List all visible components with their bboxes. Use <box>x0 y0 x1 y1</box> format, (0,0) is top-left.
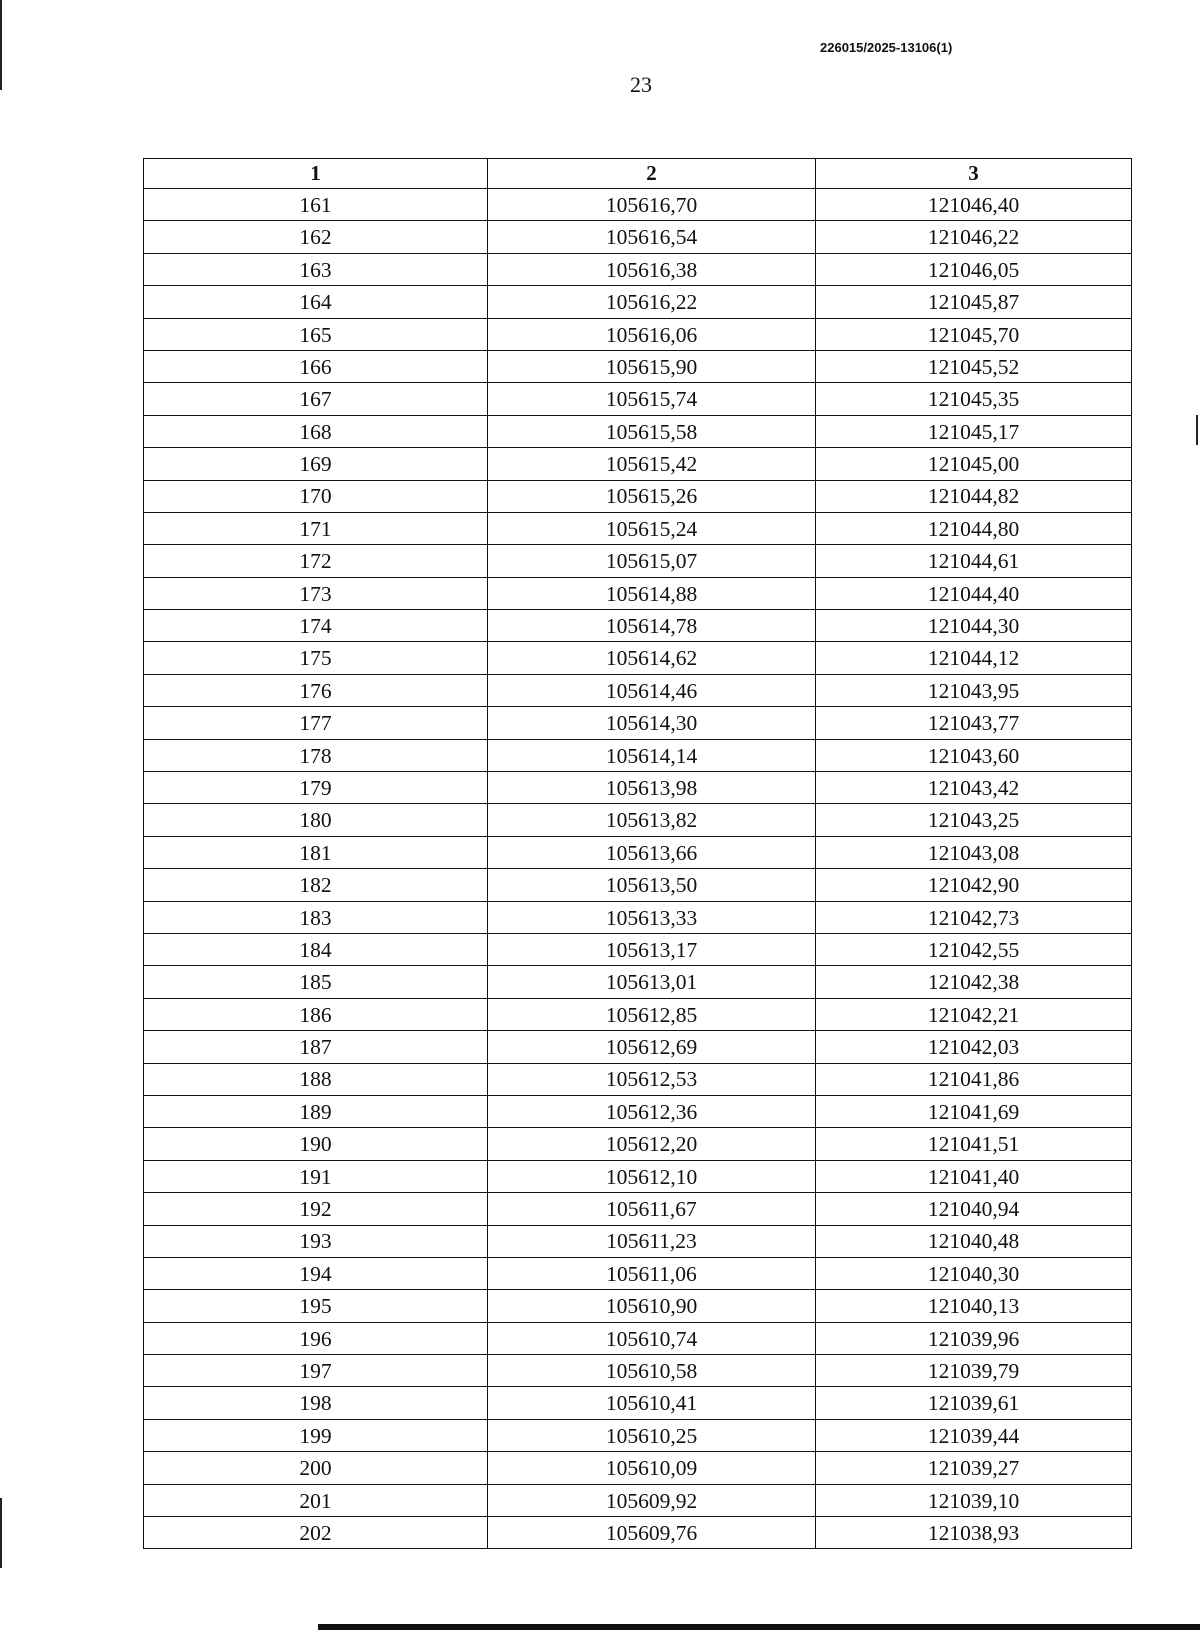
table-row <box>144 674 1132 706</box>
row-number-cell: 165 <box>144 318 488 350</box>
y-coordinate-cell: 121042,21 <box>816 998 1132 1030</box>
y-coordinate-cell: 121042,73 <box>816 901 1132 933</box>
table-row <box>144 707 1132 739</box>
row-number-cell: 163 <box>144 253 488 285</box>
x-coordinate-cell: 105614,62 <box>488 642 816 674</box>
y-coordinate-cell: 121041,51 <box>816 1128 1132 1160</box>
y-coordinate-cell: 121040,48 <box>816 1225 1132 1257</box>
row-number-cell: 174 <box>144 610 488 642</box>
scan-edge-mark <box>0 1498 2 1568</box>
table-row <box>144 286 1132 318</box>
y-coordinate-cell: 121039,79 <box>816 1355 1132 1387</box>
row-number-cell: 172 <box>144 545 488 577</box>
row-number-cell: 167 <box>144 383 488 415</box>
x-coordinate-cell: 105616,06 <box>488 318 816 350</box>
y-coordinate-cell: 121046,40 <box>816 189 1132 221</box>
row-number-cell: 164 <box>144 286 488 318</box>
x-coordinate-cell: 105612,36 <box>488 1095 816 1127</box>
y-coordinate-cell: 121043,60 <box>816 739 1132 771</box>
column-header-1: 1 <box>144 159 488 189</box>
row-number-cell: 190 <box>144 1128 488 1160</box>
row-number-cell: 177 <box>144 707 488 739</box>
x-coordinate-cell: 105614,78 <box>488 610 816 642</box>
table-row <box>144 804 1132 836</box>
table-row <box>144 1387 1132 1419</box>
row-number-cell: 187 <box>144 1031 488 1063</box>
x-coordinate-cell: 105609,92 <box>488 1484 816 1516</box>
table-row <box>144 1063 1132 1095</box>
row-number-cell: 166 <box>144 350 488 382</box>
row-number-cell: 168 <box>144 415 488 447</box>
table-row <box>144 383 1132 415</box>
x-coordinate-cell: 105613,01 <box>488 966 816 998</box>
table-row <box>144 642 1132 674</box>
table-row <box>144 836 1132 868</box>
row-number-cell: 183 <box>144 901 488 933</box>
row-number-cell: 169 <box>144 448 488 480</box>
x-coordinate-cell: 105611,67 <box>488 1193 816 1225</box>
x-coordinate-cell: 105610,09 <box>488 1452 816 1484</box>
table-row <box>144 1257 1132 1289</box>
y-coordinate-cell: 121039,96 <box>816 1322 1132 1354</box>
document-id: 226015/2025-13106(1) <box>820 40 953 55</box>
x-coordinate-cell: 105616,38 <box>488 253 816 285</box>
page-number: 23 <box>630 72 652 97</box>
row-number-cell: 179 <box>144 772 488 804</box>
row-number-cell: 184 <box>144 933 488 965</box>
y-coordinate-cell: 121040,13 <box>816 1290 1132 1322</box>
y-coordinate-cell: 121043,95 <box>816 674 1132 706</box>
table-row <box>144 480 1132 512</box>
row-number-cell: 194 <box>144 1257 488 1289</box>
y-coordinate-cell: 121043,42 <box>816 772 1132 804</box>
table-row <box>144 577 1132 609</box>
x-coordinate-cell: 105614,14 <box>488 739 816 771</box>
y-coordinate-cell: 121041,86 <box>816 1063 1132 1095</box>
row-number-cell: 175 <box>144 642 488 674</box>
x-coordinate-cell: 105613,98 <box>488 772 816 804</box>
x-coordinate-cell: 105616,54 <box>488 221 816 253</box>
x-coordinate-cell: 105615,26 <box>488 480 816 512</box>
x-coordinate-cell: 105616,70 <box>488 189 816 221</box>
y-coordinate-cell: 121041,69 <box>816 1095 1132 1127</box>
x-coordinate-cell: 105615,24 <box>488 512 816 544</box>
table-row <box>144 1095 1132 1127</box>
row-number-cell: 170 <box>144 480 488 512</box>
scan-edge-mark <box>1196 415 1198 445</box>
table-row <box>144 933 1132 965</box>
table-row <box>144 318 1132 350</box>
y-coordinate-cell: 121042,03 <box>816 1031 1132 1063</box>
column-header-3: 3 <box>816 159 1132 189</box>
x-coordinate-cell: 105610,41 <box>488 1387 816 1419</box>
x-coordinate-cell: 105615,58 <box>488 415 816 447</box>
coordinates-table <box>143 158 1132 1549</box>
row-number-cell: 191 <box>144 1160 488 1192</box>
row-number-cell: 199 <box>144 1419 488 1451</box>
row-number-cell: 202 <box>144 1517 488 1549</box>
table-row <box>144 1517 1132 1549</box>
table-row <box>144 1225 1132 1257</box>
table-row <box>144 739 1132 771</box>
table-row <box>144 1355 1132 1387</box>
y-coordinate-cell: 121039,27 <box>816 1452 1132 1484</box>
y-coordinate-cell: 121043,77 <box>816 707 1132 739</box>
row-number-cell: 186 <box>144 998 488 1030</box>
table-row <box>144 1128 1132 1160</box>
y-coordinate-cell: 121039,44 <box>816 1419 1132 1451</box>
row-number-cell: 200 <box>144 1452 488 1484</box>
row-number-cell: 185 <box>144 966 488 998</box>
row-number-cell: 196 <box>144 1322 488 1354</box>
row-number-cell: 181 <box>144 836 488 868</box>
x-coordinate-cell: 105614,30 <box>488 707 816 739</box>
x-coordinate-cell: 105614,46 <box>488 674 816 706</box>
y-coordinate-cell: 121044,82 <box>816 480 1132 512</box>
x-coordinate-cell: 105615,42 <box>488 448 816 480</box>
row-number-cell: 182 <box>144 869 488 901</box>
x-coordinate-cell: 105616,22 <box>488 286 816 318</box>
x-coordinate-cell: 105611,06 <box>488 1257 816 1289</box>
y-coordinate-cell: 121041,40 <box>816 1160 1132 1192</box>
x-coordinate-cell: 105612,20 <box>488 1128 816 1160</box>
table-row <box>144 1322 1132 1354</box>
x-coordinate-cell: 105613,66 <box>488 836 816 868</box>
table-row <box>144 189 1132 221</box>
x-coordinate-cell: 105610,74 <box>488 1322 816 1354</box>
table-row <box>144 1484 1132 1516</box>
y-coordinate-cell: 121044,30 <box>816 610 1132 642</box>
y-coordinate-cell: 121038,93 <box>816 1517 1132 1549</box>
y-coordinate-cell: 121040,94 <box>816 1193 1132 1225</box>
x-coordinate-cell: 105615,90 <box>488 350 816 382</box>
x-coordinate-cell: 105609,76 <box>488 1517 816 1549</box>
column-header-2: 2 <box>488 159 816 189</box>
table-row <box>144 1031 1132 1063</box>
table-body <box>144 189 1132 1549</box>
x-coordinate-cell: 105613,33 <box>488 901 816 933</box>
table-row <box>144 966 1132 998</box>
row-number-cell: 192 <box>144 1193 488 1225</box>
row-number-cell: 193 <box>144 1225 488 1257</box>
y-coordinate-cell: 121045,70 <box>816 318 1132 350</box>
y-coordinate-cell: 121044,12 <box>816 642 1132 674</box>
x-coordinate-cell: 105615,07 <box>488 545 816 577</box>
coordinates-table-container <box>143 158 1131 1549</box>
table-row <box>144 998 1132 1030</box>
row-number-cell: 161 <box>144 189 488 221</box>
row-number-cell: 197 <box>144 1355 488 1387</box>
x-coordinate-cell: 105615,74 <box>488 383 816 415</box>
x-coordinate-cell: 105612,10 <box>488 1160 816 1192</box>
row-number-cell: 189 <box>144 1095 488 1127</box>
x-coordinate-cell: 105614,88 <box>488 577 816 609</box>
table-header <box>144 159 1132 189</box>
table-row <box>144 869 1132 901</box>
y-coordinate-cell: 121046,22 <box>816 221 1132 253</box>
table-row <box>144 221 1132 253</box>
x-coordinate-cell: 105611,23 <box>488 1225 816 1257</box>
x-coordinate-cell: 105610,90 <box>488 1290 816 1322</box>
scan-bottom-edge <box>318 1624 1200 1630</box>
y-coordinate-cell: 121042,55 <box>816 933 1132 965</box>
table-row <box>144 772 1132 804</box>
y-coordinate-cell: 121039,10 <box>816 1484 1132 1516</box>
table-row <box>144 545 1132 577</box>
y-coordinate-cell: 121044,61 <box>816 545 1132 577</box>
table-row <box>144 610 1132 642</box>
row-number-cell: 195 <box>144 1290 488 1322</box>
x-coordinate-cell: 105613,17 <box>488 933 816 965</box>
row-number-cell: 176 <box>144 674 488 706</box>
row-number-cell: 201 <box>144 1484 488 1516</box>
row-number-cell: 188 <box>144 1063 488 1095</box>
row-number-cell: 173 <box>144 577 488 609</box>
y-coordinate-cell: 121044,80 <box>816 512 1132 544</box>
x-coordinate-cell: 105610,25 <box>488 1419 816 1451</box>
row-number-cell: 180 <box>144 804 488 836</box>
table-row <box>144 350 1132 382</box>
table-row <box>144 1160 1132 1192</box>
table-row <box>144 1290 1132 1322</box>
y-coordinate-cell: 121042,38 <box>816 966 1132 998</box>
y-coordinate-cell: 121043,25 <box>816 804 1132 836</box>
table-row <box>144 512 1132 544</box>
table-row <box>144 1419 1132 1451</box>
y-coordinate-cell: 121044,40 <box>816 577 1132 609</box>
x-coordinate-cell: 105612,69 <box>488 1031 816 1063</box>
y-coordinate-cell: 121045,87 <box>816 286 1132 318</box>
table-row <box>144 901 1132 933</box>
x-coordinate-cell: 105610,58 <box>488 1355 816 1387</box>
x-coordinate-cell: 105613,82 <box>488 804 816 836</box>
row-number-cell: 171 <box>144 512 488 544</box>
table-row <box>144 448 1132 480</box>
x-coordinate-cell: 105612,85 <box>488 998 816 1030</box>
x-coordinate-cell: 105612,53 <box>488 1063 816 1095</box>
y-coordinate-cell: 121045,17 <box>816 415 1132 447</box>
row-number-cell: 162 <box>144 221 488 253</box>
scan-edge-mark <box>0 0 2 90</box>
y-coordinate-cell: 121042,90 <box>816 869 1132 901</box>
y-coordinate-cell: 121043,08 <box>816 836 1132 868</box>
y-coordinate-cell: 121045,52 <box>816 350 1132 382</box>
row-number-cell: 198 <box>144 1387 488 1419</box>
y-coordinate-cell: 121045,00 <box>816 448 1132 480</box>
x-coordinate-cell: 105613,50 <box>488 869 816 901</box>
table-row <box>144 415 1132 447</box>
row-number-cell: 178 <box>144 739 488 771</box>
table-row <box>144 1193 1132 1225</box>
table-row <box>144 1452 1132 1484</box>
y-coordinate-cell: 121046,05 <box>816 253 1132 285</box>
table-row <box>144 253 1132 285</box>
table-header-row <box>144 159 1132 189</box>
y-coordinate-cell: 121039,61 <box>816 1387 1132 1419</box>
y-coordinate-cell: 121040,30 <box>816 1257 1132 1289</box>
y-coordinate-cell: 121045,35 <box>816 383 1132 415</box>
